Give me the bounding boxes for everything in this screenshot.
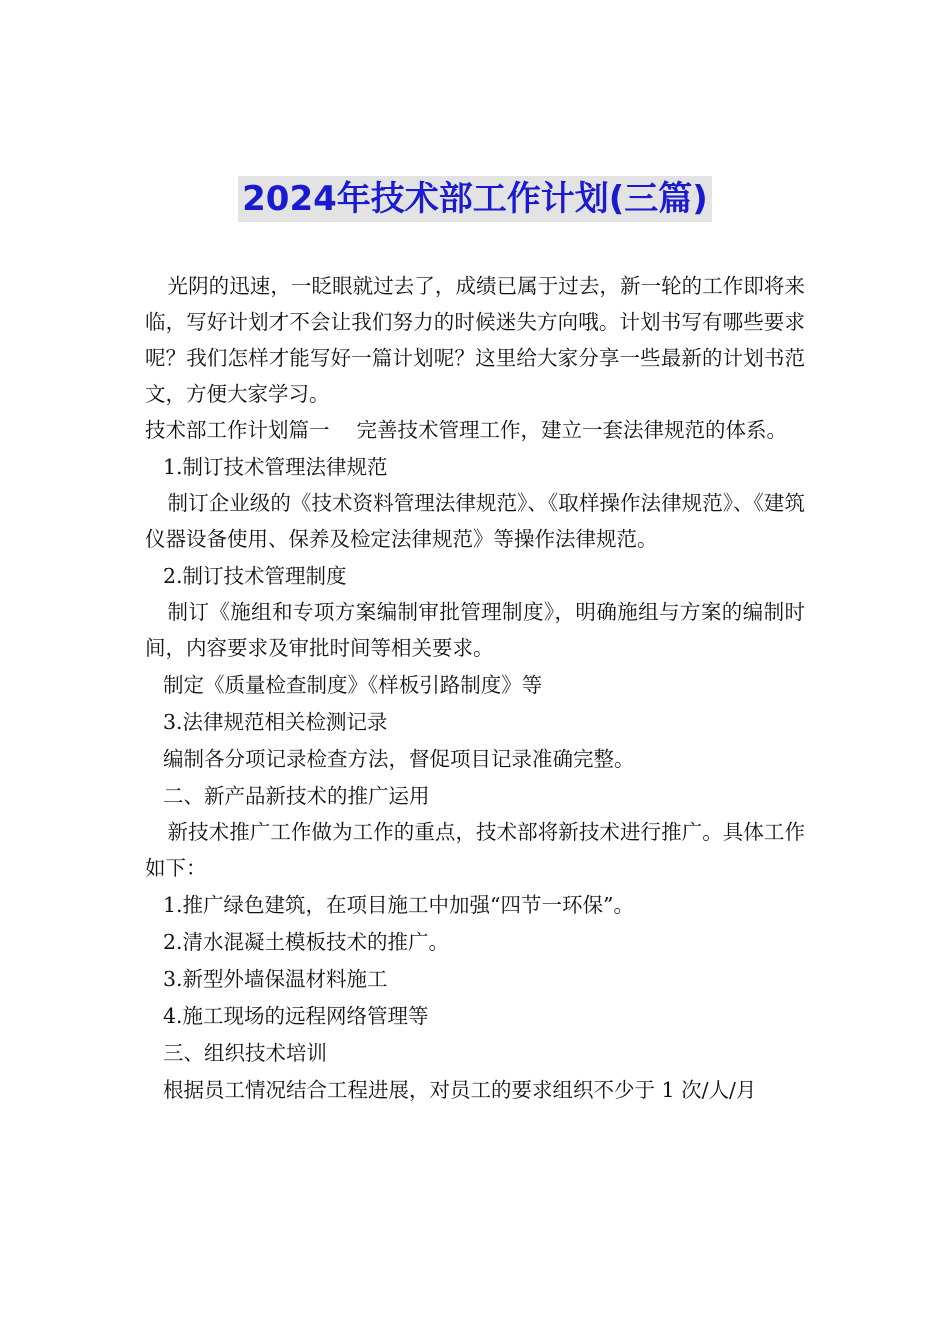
body-paragraph: 制订企业级的《技术资料管理法律规范》、《取样操作法律规范》、《建筑仪器设备使用、保养及检定法律规范》等操作法律规范。 [145, 491, 805, 551]
list-item-2: 2.清水混凝土模板技术的推广。 [163, 930, 450, 954]
list-item-2: 2.制订技术管理制度 [163, 564, 347, 588]
section-heading-3: 三、组织技术培训 [163, 1041, 327, 1065]
document-title: 2024年技术部工作计划(三篇) [238, 176, 712, 222]
section-heading-part1: 技术部工作计划篇一 完善技术管理工作，建立一套法律规范的体系。 [145, 418, 788, 442]
intro-paragraph: 光阴的迅速，一眨眼就过去了，成绩已属于过去，新一轮的工作即将来临，写好计划才不会让我们努力的时候迷失方向哦。计划书写有哪些要求呢？我们怎样才能写好一篇计划呢？这里给大家分享一些最新的计划书范文，方便大家学习。 [145, 274, 805, 406]
list-item-3: 3.法律规范相关检测记录 [163, 710, 388, 734]
list-item-1: 1.推广绿色建筑，在项目施工中加强“四节一环保”。 [163, 893, 635, 917]
body-line: 编制各分项记录检查方法，督促项目记录准确完整。 [163, 747, 635, 771]
document-body [145, 268, 805, 1108]
body-paragraph: 新技术推广工作做为工作的重点，技术部将新技术进行推广。具体工作如下： [145, 820, 805, 880]
list-item-1: 1.制订技术管理法律规范 [163, 455, 388, 479]
body-line: 制定《质量检查制度》《样板引路制度》等 [163, 673, 543, 697]
list-item-3: 3.新型外墙保温材料施工 [163, 967, 388, 991]
list-item-4: 4.施工现场的远程网络管理等 [163, 1004, 429, 1028]
section-heading-2: 二、新产品新技术的推广运用 [163, 784, 430, 808]
title-container [0, 176, 950, 222]
body-paragraph: 制订《施组和专项方案编制审批管理制度》，明确施组与方案的编制时间，内容要求及审批时间等相关要求。 [145, 600, 805, 660]
body-line: 根据员工情况结合工程进展，对员工的要求组织不少于 1 次/人/月 [163, 1078, 757, 1102]
